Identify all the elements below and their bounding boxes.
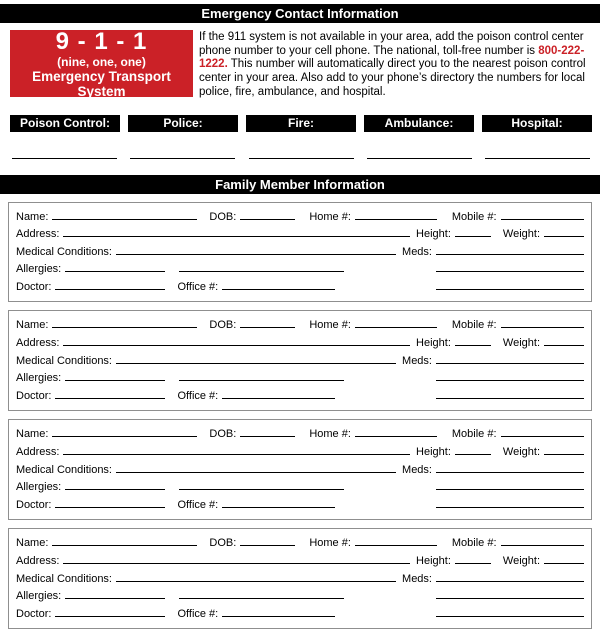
- ambulance-blank-line: [367, 158, 472, 159]
- medical-conditions-row: [16, 353, 584, 371]
- home-phone-blank-line: [355, 209, 437, 220]
- family-member-section: [8, 419, 592, 520]
- contact-label-fire: Fire:: [246, 115, 356, 132]
- meds-blank-line: [436, 462, 584, 473]
- address-blank-line: [63, 444, 410, 455]
- mobile-phone-label: Mobile #:: [451, 210, 497, 223]
- contact-label-police: Police:: [128, 115, 238, 132]
- contact-labels-row: [10, 115, 592, 132]
- 911-caption: Emergency Transport System: [32, 68, 171, 99]
- height-blank-line: [455, 444, 491, 455]
- meds-label: Meds:: [402, 354, 432, 367]
- police-blank-line: [130, 158, 235, 159]
- office-phone-label: Office #:: [177, 498, 219, 511]
- allergies-blank-line: [65, 588, 165, 599]
- name-row: [16, 426, 584, 444]
- meds-continued-blank-line: [436, 261, 584, 272]
- allergies-row: [16, 261, 584, 279]
- weight-label: Weight:: [502, 337, 540, 350]
- name-blank-line: [52, 426, 197, 437]
- dob-label: DOB:: [209, 537, 237, 550]
- height-label: Height:: [416, 555, 451, 568]
- allergies-continued-blank-line: [179, 588, 344, 599]
- home-phone-label: Home #:: [309, 537, 351, 550]
- allergies-continued-blank-line: [179, 370, 344, 381]
- height-blank-line: [455, 335, 491, 346]
- medical-conditions-row: [16, 244, 584, 262]
- dob-blank-line: [240, 426, 295, 437]
- meds-blank-line: [436, 353, 584, 364]
- dob-blank-line: [240, 209, 295, 220]
- home-phone-label: Home #:: [309, 428, 351, 441]
- home-phone-blank-line: [355, 317, 437, 328]
- name-row: [16, 535, 584, 553]
- allergies-blank-line: [65, 261, 165, 272]
- height-label: Height:: [416, 446, 451, 459]
- home-phone-label: Home #:: [309, 210, 351, 223]
- contact-label-hospital: Hospital:: [482, 115, 592, 132]
- allergies-row: [16, 479, 584, 497]
- height-blank-line: [455, 226, 491, 237]
- hospital-blank-line: [485, 158, 590, 159]
- family-member-section: [8, 528, 592, 629]
- intro-section: [10, 27, 592, 100]
- medical-conditions-label: Medical Conditions:: [16, 572, 112, 585]
- fire-blank-line: [249, 158, 354, 159]
- meds-label: Meds:: [402, 245, 432, 258]
- family-member-section: [8, 202, 592, 303]
- family-sections: [0, 202, 600, 629]
- medical-conditions-blank-line: [116, 244, 396, 255]
- dob-label: DOB:: [209, 319, 237, 332]
- allergies-label: Allergies:: [16, 372, 62, 385]
- doctor-label: Doctor:: [16, 280, 52, 293]
- office-phone-label: Office #:: [177, 389, 219, 402]
- name-row: [16, 317, 584, 335]
- meds-continued-blank-line: [436, 370, 584, 381]
- emergency-contact-form: [0, 4, 600, 627]
- weight-label: Weight:: [502, 228, 540, 241]
- office-phone-label: Office #:: [177, 280, 219, 293]
- allergies-blank-line: [65, 370, 165, 381]
- office-phone-blank-line: [222, 388, 335, 399]
- medical-conditions-label: Medical Conditions:: [16, 463, 112, 476]
- dob-label: DOB:: [209, 210, 237, 223]
- mobile-phone-blank-line: [501, 317, 584, 328]
- name-label: Name:: [16, 428, 49, 441]
- mobile-phone-blank-line: [501, 426, 584, 437]
- doctor-label: Doctor:: [16, 607, 52, 620]
- name-label: Name:: [16, 210, 49, 223]
- intro-text-before: If the 911 system is not available in your area, add the poison control center phone number to your cell phone. The national, toll-free number is: [199, 31, 584, 57]
- weight-blank-line: [544, 226, 584, 237]
- doctor-label: Doctor:: [16, 389, 52, 402]
- doctor-row: [16, 388, 584, 406]
- address-row: [16, 553, 584, 571]
- office-phone-blank-line: [222, 606, 335, 617]
- height-label: Height:: [416, 337, 451, 350]
- 911-number: 9 - 1 - 1: [55, 27, 148, 55]
- weight-label: Weight:: [502, 446, 540, 459]
- address-blank-line: [63, 335, 410, 346]
- meds-label: Meds:: [402, 463, 432, 476]
- mobile-phone-label: Mobile #:: [451, 537, 497, 550]
- doctor-blank-line: [55, 279, 165, 290]
- office-phone-blank-line: [222, 279, 335, 290]
- mobile-phone-blank-line: [501, 535, 584, 546]
- doctor-row: [16, 279, 584, 297]
- address-blank-line: [63, 553, 410, 564]
- name-label: Name:: [16, 537, 49, 550]
- home-phone-label: Home #:: [309, 319, 351, 332]
- medical-conditions-row: [16, 462, 584, 480]
- meds-continued-blank-line-2: [436, 497, 584, 508]
- name-blank-line: [52, 535, 197, 546]
- office-phone-label: Office #:: [177, 607, 219, 620]
- doctor-row: [16, 606, 584, 624]
- 911-badge: [10, 27, 193, 99]
- meds-continued-blank-line-2: [436, 388, 584, 399]
- allergies-continued-blank-line: [179, 479, 344, 490]
- poison-control-blank-line: [12, 158, 117, 159]
- medical-conditions-blank-line: [116, 462, 396, 473]
- address-label: Address:: [16, 337, 60, 350]
- medical-conditions-blank-line: [116, 353, 396, 364]
- allergies-label: Allergies:: [16, 263, 62, 276]
- office-phone-blank-line: [222, 497, 335, 508]
- medical-conditions-label: Medical Conditions:: [16, 245, 112, 258]
- mobile-phone-label: Mobile #:: [451, 428, 497, 441]
- page-title: Emergency Contact Information: [0, 4, 600, 23]
- weight-blank-line: [544, 335, 584, 346]
- 911-words: (nine, one, one): [57, 54, 146, 69]
- allergies-label: Allergies:: [16, 481, 62, 494]
- family-member-section: [8, 310, 592, 411]
- doctor-blank-line: [55, 497, 165, 508]
- allergies-blank-line: [65, 479, 165, 490]
- meds-continued-blank-line: [436, 479, 584, 490]
- name-blank-line: [52, 317, 197, 328]
- home-phone-blank-line: [355, 535, 437, 546]
- meds-blank-line: [436, 244, 584, 255]
- medical-conditions-blank-line: [116, 571, 396, 582]
- weight-blank-line: [544, 553, 584, 564]
- contact-blank-lines-row: [12, 158, 590, 159]
- address-label: Address:: [16, 228, 60, 241]
- intro-text-after: This number will automatically direct you to the nearest poison control center in your area. Also add to your phone’s directory the numbers for local police, fire, ambulance, and hospital.: [199, 58, 586, 98]
- height-blank-line: [455, 553, 491, 564]
- contact-label-poison-control: Poison Control:: [10, 115, 120, 132]
- contact-label-ambulance: Ambulance:: [364, 115, 474, 132]
- mobile-phone-label: Mobile #:: [451, 319, 497, 332]
- address-label: Address:: [16, 446, 60, 459]
- address-label: Address:: [16, 555, 60, 568]
- address-blank-line: [63, 226, 410, 237]
- mobile-phone-blank-line: [501, 209, 584, 220]
- medical-conditions-row: [16, 571, 584, 589]
- address-row: [16, 335, 584, 353]
- meds-continued-blank-line-2: [436, 279, 584, 290]
- dob-label: DOB:: [209, 428, 237, 441]
- allergies-row: [16, 370, 584, 388]
- doctor-blank-line: [55, 606, 165, 617]
- allergies-label: Allergies:: [16, 590, 62, 603]
- doctor-label: Doctor:: [16, 498, 52, 511]
- name-row: [16, 209, 584, 227]
- meds-continued-blank-line: [436, 588, 584, 599]
- doctor-blank-line: [55, 388, 165, 399]
- dob-blank-line: [240, 535, 295, 546]
- name-label: Name:: [16, 319, 49, 332]
- weight-blank-line: [544, 444, 584, 455]
- meds-label: Meds:: [402, 572, 432, 585]
- allergies-continued-blank-line: [179, 261, 344, 272]
- doctor-row: [16, 497, 584, 515]
- height-label: Height:: [416, 228, 451, 241]
- address-row: [16, 444, 584, 462]
- medical-conditions-label: Medical Conditions:: [16, 354, 112, 367]
- poison-control-phone-number: 800-222-1222.: [199, 44, 585, 71]
- weight-label: Weight:: [502, 555, 540, 568]
- name-blank-line: [52, 209, 197, 220]
- intro-paragraph: [199, 30, 592, 100]
- home-phone-blank-line: [355, 426, 437, 437]
- allergies-row: [16, 588, 584, 606]
- address-row: [16, 226, 584, 244]
- family-section-title: Family Member Information: [0, 175, 600, 194]
- meds-blank-line: [436, 571, 584, 582]
- dob-blank-line: [240, 317, 295, 328]
- meds-continued-blank-line-2: [436, 606, 584, 617]
